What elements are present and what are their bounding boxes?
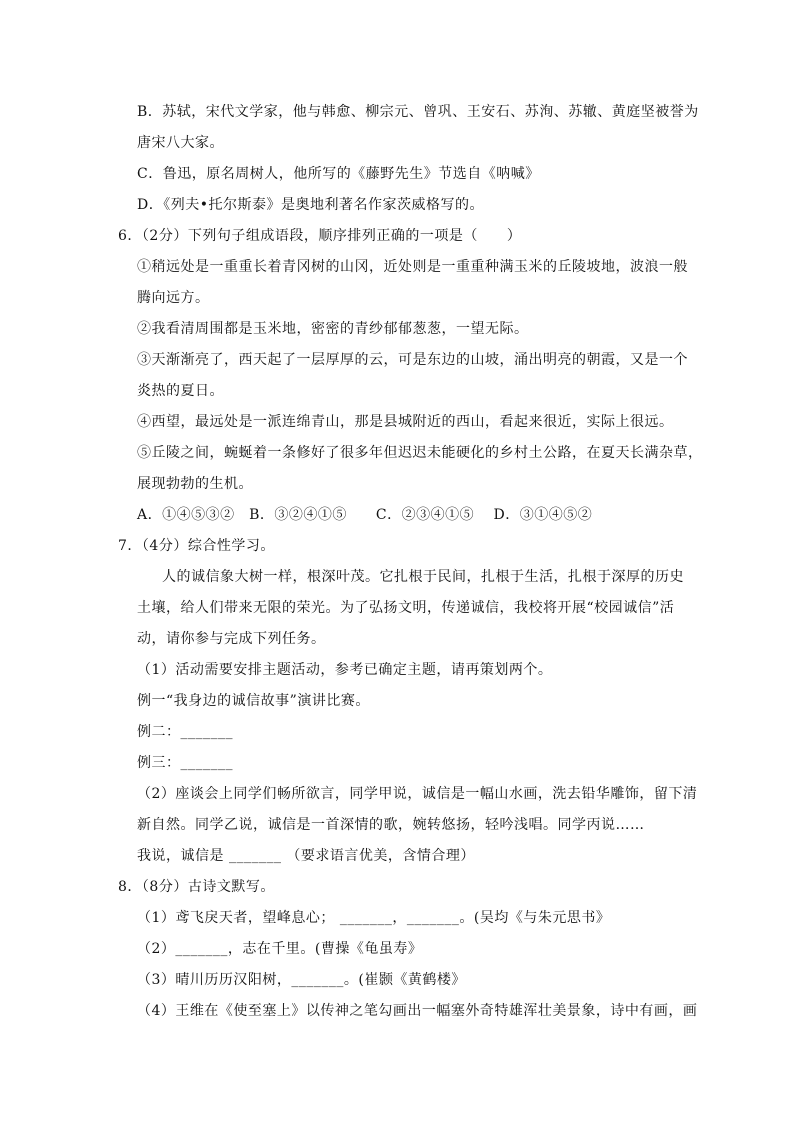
option-c: C．鲁迅，原名周树人，他所写的《藤野先生》节选自《呐喊》 — [137, 166, 540, 182]
q6-sentence-2: ②我看清周围都是玉米地，密密的青纱郁郁葱葱，一望无际。 — [137, 321, 529, 337]
q8-item-4: （4）王维在《使至塞上》以传神之笔勾画出一幅塞外奇特雄浑壮美景象，诗中有画，画 — [137, 1003, 698, 1019]
option-b-line-2: 唐宋八大家。 — [137, 135, 224, 151]
q7-task-2-line-3: 我说，诚信是 _______ （要求语言优美，含情合理） — [137, 848, 475, 864]
q6-sentence-1a: ①稍远处是一重重长着青冈树的山冈，近处则是一重重种满玉米的丘陵坡地，波浪一般 — [137, 259, 688, 275]
option-d: D．《列夫•托尔斯泰》是奥地利著名作家茨威格写的。 — [137, 197, 484, 213]
q6-sentence-5b: 展现勃勃的生机。 — [137, 476, 253, 492]
q6-sentence-3a: ③天渐渐亮了，西天起了一层厚厚的云，可是东边的山坡，涌出明亮的朝霞，又是一个 — [137, 352, 688, 368]
q7-example-2: 例二：_______ — [137, 724, 233, 740]
q6-sentence-4: ④西望，最远处是一派连绵青山，那是县城附近的西山，看起来很近，实际上很远。 — [137, 414, 674, 430]
question-8-stem: 8．（8分）古诗文默写。 — [118, 879, 275, 895]
q8-item-2: （2）_______，志在千里。(曹操《龟虽寿》 — [137, 941, 423, 957]
option-b-line-1: B．苏轼，宋代文学家，他与韩愈、柳宗元、曾巩、王安石、苏洵、苏辙、黄庭坚被誉为 — [137, 104, 699, 120]
question-6-stem: 6．（2分）下列句子组成语段，顺序排列正确的一项是（ ） — [118, 228, 522, 244]
q6-sentence-1b: 腾向远方。 — [137, 290, 210, 306]
q7-example-1: 例一“我身边的诚信故事”演讲比赛。 — [137, 693, 370, 709]
q7-passage-line-3: 动，请你参与完成下列任务。 — [137, 631, 326, 647]
q7-passage-line-1: 人的诚信象大树一样，根深叶茂。它扎根于民间，扎根于生活，扎根于深厚的历史 — [162, 569, 684, 585]
q6-options: A．①④⑤③② B．③②④①⑤ C．②③④①⑤ D．③①④⑤② — [137, 507, 593, 523]
q7-example-3: 例三：_______ — [137, 755, 233, 771]
question-7-stem: 7．（4分）综合性学习。 — [118, 538, 275, 554]
q7-passage-line-2: 土壤，给人们带来无限的荣光。为了弘扬文明，传递诚信，我校将开展“校园诚信”活 — [137, 600, 675, 616]
q7-task-1: （1）活动需要安排主题活动，参考已确定主题，请再策划两个。 — [137, 662, 553, 678]
q7-task-2-line-2: 新自然。同学乙说，诚信是一首深情的歌，婉转悠扬，轻吟浅唱。同学丙说…… — [137, 817, 645, 833]
q7-task-2-line-1: （2）座谈会上同学们畅所欲言，同学甲说，诚信是一幅山水画，洗去铅华雕饰，留下清 — [137, 786, 698, 802]
q8-item-1: （1）鸢飞戾天者，望峰息心； _______，_______。(吴均《与朱元思书》 — [137, 910, 611, 926]
q8-item-3: （3）晴川历历汉阳树，_______。(崔颢《黄鹤楼》 — [137, 972, 466, 988]
q6-sentence-5a: ⑤丘陵之间，蜿蜒着一条修好了很多年但迟迟未能硬化的乡村土公路，在夏天长满杂草， — [137, 445, 703, 461]
q6-sentence-3b: 炎热的夏日。 — [137, 383, 224, 399]
